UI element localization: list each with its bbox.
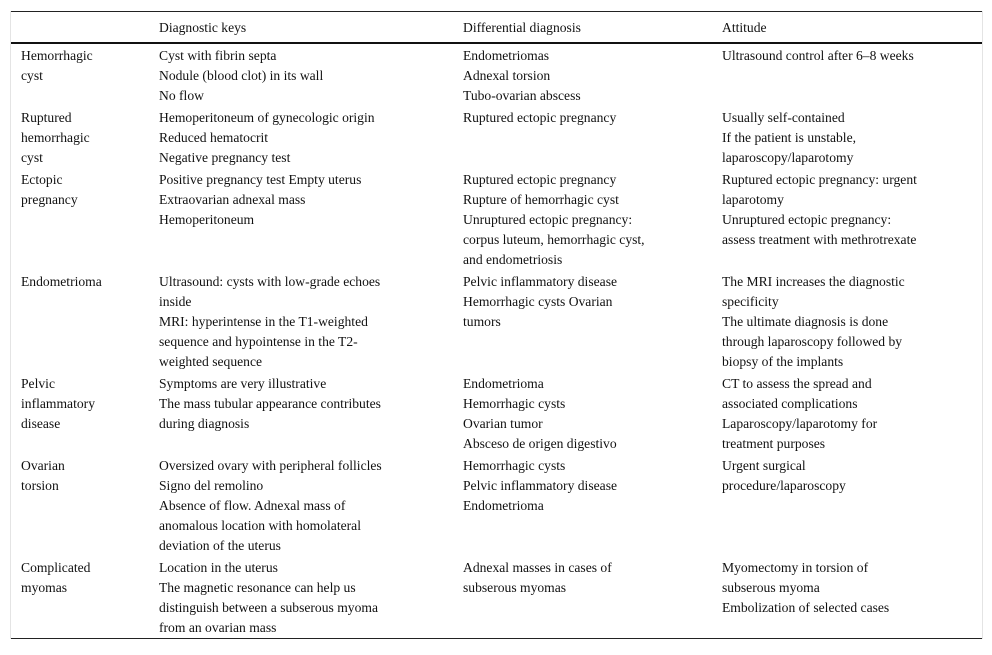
cell-text-line: Ovarian tumor xyxy=(463,416,543,431)
condition-cell xyxy=(11,556,159,639)
diagnostic-keys-cell xyxy=(159,270,463,372)
attitude-cell xyxy=(722,106,982,168)
attitude-cell xyxy=(722,372,982,454)
cell-text-line: Hemorrhagic cysts xyxy=(463,458,566,473)
cell-text-line: inside xyxy=(159,294,192,309)
cell-text-line: anomalous location with homolateral xyxy=(159,518,361,533)
cell-text-line: Pelvic inflammatory disease xyxy=(463,274,618,289)
cell-text-line: Negative pregnancy test xyxy=(159,150,291,165)
cell-text-line: cyst xyxy=(21,68,43,83)
cell-text-line: Laparoscopy/laparotomy for xyxy=(722,416,878,431)
cell-text-line: The MRI increases the diagnostic xyxy=(722,274,905,289)
attitude-cell xyxy=(722,43,982,106)
diagnostic-keys-cell xyxy=(159,168,463,270)
cell-text-line: subserous myoma xyxy=(722,580,820,595)
cell-text-line: No flow xyxy=(159,88,204,103)
cell-text-line: The ultimate diagnosis is done xyxy=(722,314,889,329)
table-row xyxy=(11,168,982,270)
header-attitude: Attitude xyxy=(722,20,767,35)
condition-cell xyxy=(11,454,159,556)
diagnostic-keys-cell xyxy=(159,556,463,639)
diagnosis-table-container xyxy=(10,11,983,639)
attitude-cell xyxy=(722,270,982,372)
cell-text-line: Location in the uterus xyxy=(159,560,278,575)
condition-cell xyxy=(11,270,159,372)
cell-text-line: assess treatment with methrotrexate xyxy=(722,232,917,247)
cell-text-line: Ultrasound control after 6–8 weeks xyxy=(722,48,914,63)
cell-text-line: Ruptured ectopic pregnancy: urgent xyxy=(722,172,917,187)
cell-text-line: Endometriomas xyxy=(463,48,550,63)
cell-text-line: Ruptured ectopic pregnancy xyxy=(463,172,617,187)
cell-text-line: Embolization of selected cases xyxy=(722,600,890,615)
cell-text-line: Unruptured ectopic pregnancy: xyxy=(463,212,633,227)
cell-text-line: Symptoms are very illustrative xyxy=(159,376,327,391)
cell-text-line: Cyst with fibrin septa xyxy=(159,48,277,63)
cell-text-line: Unruptured ectopic pregnancy: xyxy=(722,212,892,227)
cell-text-line: CT to assess the spread and xyxy=(722,376,872,391)
diagnostic-keys-cell xyxy=(159,43,463,106)
condition-cell xyxy=(11,372,159,454)
cell-text-line: Absceso de origen digestivo xyxy=(463,436,617,451)
cell-text-line: myomas xyxy=(21,580,68,595)
cell-text-line: disease xyxy=(21,416,61,431)
cell-text-line: procedure/laparoscopy xyxy=(722,478,846,493)
cell-text-line: and endometriosis xyxy=(463,252,563,267)
cell-text-line: Hemorrhagic cysts xyxy=(463,396,566,411)
cell-text-line: Pelvic inflammatory disease xyxy=(463,478,618,493)
header-diagnostic-keys: Diagnostic keys xyxy=(159,20,247,35)
cell-text-line: Rupture of hemorrhagic cyst xyxy=(463,192,619,207)
cell-text-line: subserous myomas xyxy=(463,580,567,595)
cell-text-line: Nodule (blood clot) in its wall xyxy=(159,68,324,83)
cell-text-line: sequence and hypointense in the T2- xyxy=(159,334,358,349)
cell-text-line: Adnexal torsion xyxy=(463,68,551,83)
attitude-cell xyxy=(722,556,982,639)
diagnostic-keys-cell xyxy=(159,372,463,454)
cell-text-line: Oversized ovary with peripheral follicles xyxy=(159,458,382,473)
condition-cell xyxy=(11,106,159,168)
cell-text-line: Urgent surgical xyxy=(722,458,806,473)
cell-text-line: Absence of flow. Adnexal mass of xyxy=(159,498,346,513)
differential-diagnosis-cell xyxy=(463,168,722,270)
cell-text-line: tumors xyxy=(463,314,501,329)
cell-text-line: Usually self-contained xyxy=(722,110,845,125)
cell-text-line: The mass tubular appearance contributes xyxy=(159,396,381,411)
cell-text-line: pregnancy xyxy=(21,192,78,207)
cell-text-line: inflammatory xyxy=(21,396,95,411)
table-header-row xyxy=(11,12,982,44)
cell-text-line: Endometrioma xyxy=(21,274,102,289)
cell-text-line: Signo del remolino xyxy=(159,478,264,493)
cell-text-line: biopsy of the implants xyxy=(722,354,844,369)
cell-text-line: Ovarian xyxy=(21,458,65,473)
attitude-cell xyxy=(722,454,982,556)
cell-text-line: through laparoscopy followed by xyxy=(722,334,903,349)
table-row xyxy=(11,556,982,639)
cell-text-line: Hemoperitoneum of gynecologic origin xyxy=(159,110,375,125)
table-row xyxy=(11,372,982,454)
cell-text-line: Hemoperitoneum xyxy=(159,212,255,227)
cell-text-line: Ectopic xyxy=(21,172,63,187)
diagnostic-keys-cell xyxy=(159,454,463,556)
condition-cell xyxy=(11,43,159,106)
header-condition xyxy=(11,12,159,44)
table-row xyxy=(11,270,982,372)
cell-text-line: Ruptured ectopic pregnancy xyxy=(463,110,617,125)
cell-text-line: from an ovarian mass xyxy=(159,620,277,635)
cell-text-line: Myomectomy in torsion of xyxy=(722,560,869,575)
cell-text-line: laparoscopy/laparotomy xyxy=(722,150,854,165)
cell-text-line: during diagnosis xyxy=(159,416,250,431)
differential-diagnosis-cell xyxy=(463,372,722,454)
cell-text-line: Hemorrhagic xyxy=(21,48,93,63)
differential-diagnosis-cell xyxy=(463,454,722,556)
cell-text-line: If the patient is unstable, xyxy=(722,130,857,145)
cell-text-line: treatment purposes xyxy=(722,436,826,451)
cell-text-line: Pelvic xyxy=(21,376,55,391)
cell-text-line: cyst xyxy=(21,150,43,165)
differential-diagnosis-cell xyxy=(463,556,722,639)
cell-text-line: torsion xyxy=(21,478,59,493)
cell-text-line: Positive pregnancy test Empty uterus xyxy=(159,172,362,187)
differential-diagnosis-cell xyxy=(463,43,722,106)
cell-text-line: Adnexal masses in cases of xyxy=(463,560,612,575)
cell-text-line: Complicated xyxy=(21,560,91,575)
cell-text-line: hemorrhagic xyxy=(21,130,90,145)
cell-text-line: Endometrioma xyxy=(463,376,544,391)
cell-text-line: Hemorrhagic cysts Ovarian xyxy=(463,294,613,309)
diagnostic-keys-cell xyxy=(159,106,463,168)
cell-text-line: Reduced hematocrit xyxy=(159,130,269,145)
cell-text-line: Extraovarian adnexal mass xyxy=(159,192,306,207)
attitude-cell xyxy=(722,168,982,270)
cell-text-line: The magnetic resonance can help us xyxy=(159,580,356,595)
cell-text-line: Ultrasound: cysts with low-grade echoes xyxy=(159,274,381,289)
diagnosis-table xyxy=(11,11,982,639)
cell-text-line: MRI: hyperintense in the T1-weighted xyxy=(159,314,368,329)
cell-text-line: Tubo-ovarian abscess xyxy=(463,88,581,103)
cell-text-line: weighted sequence xyxy=(159,354,263,369)
cell-text-line: corpus luteum, hemorrhagic cyst, xyxy=(463,232,645,247)
cell-text-line: Endometrioma xyxy=(463,498,544,513)
differential-diagnosis-cell xyxy=(463,106,722,168)
cell-text-line: distinguish between a subserous myoma xyxy=(159,600,378,615)
header-differential-diagnosis: Differential diagnosis xyxy=(463,20,581,35)
table-row xyxy=(11,454,982,556)
cell-text-line: Ruptured xyxy=(21,110,72,125)
cell-text-line: associated complications xyxy=(722,396,858,411)
cell-text-line: specificity xyxy=(722,294,779,309)
cell-text-line: deviation of the uterus xyxy=(159,538,281,553)
cell-text-line: laparotomy xyxy=(722,192,784,207)
table-row xyxy=(11,43,982,106)
table-row xyxy=(11,106,982,168)
condition-cell xyxy=(11,168,159,270)
differential-diagnosis-cell xyxy=(463,270,722,372)
